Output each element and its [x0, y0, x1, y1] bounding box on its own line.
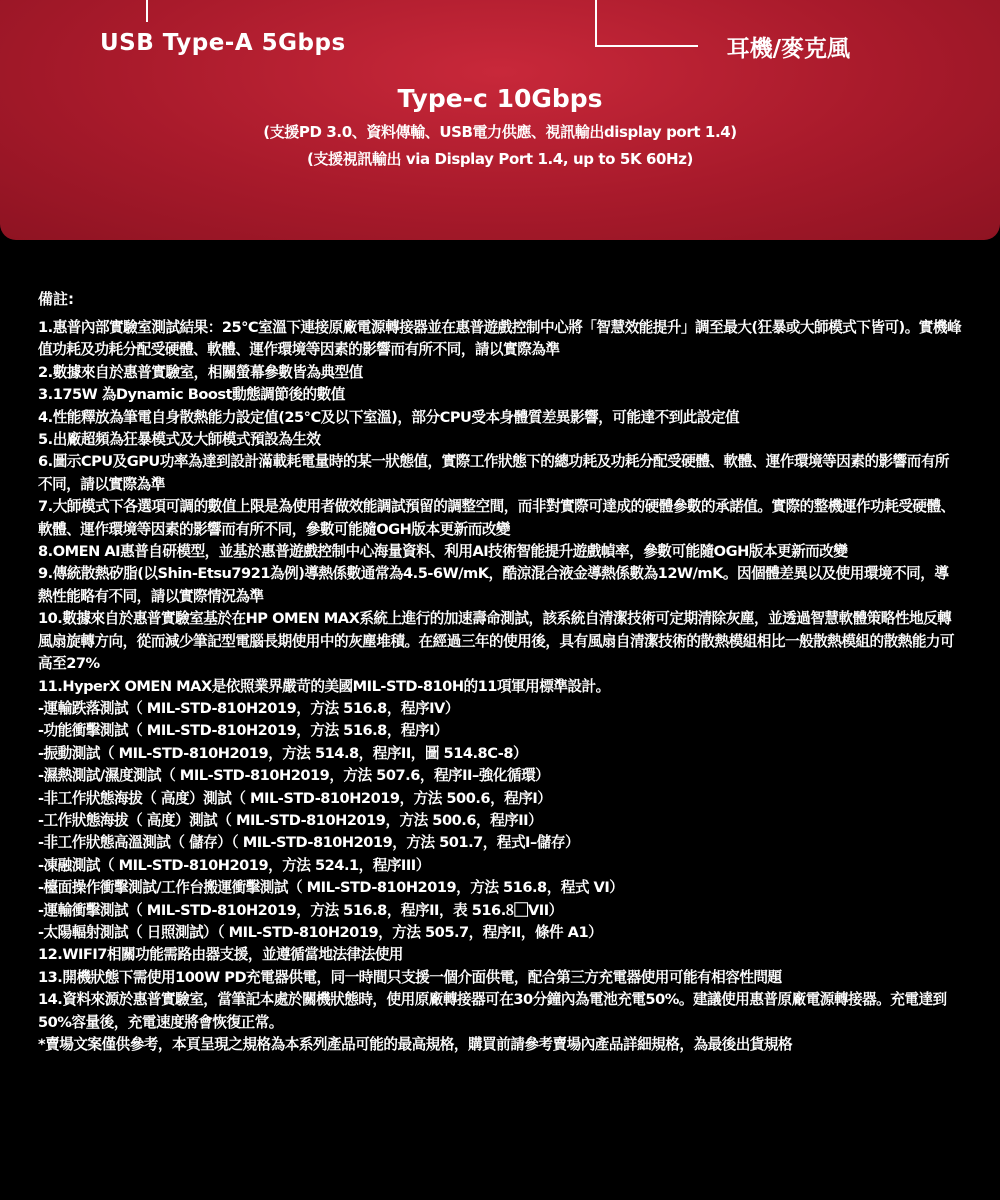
mil-test-item: -太陽輻射測試（ 日照測試）（ MIL-STD-810H2019，方法 505.7，程序II，條件 A1） [38, 923, 603, 941]
usb-a-port-label: USB Type-A 5Gbps [100, 30, 346, 56]
mil-test-item: -非工作狀態海拔（ 高度）測試（ MIL-STD-810H2019，方法 500.6，程序I） [38, 789, 552, 807]
usb-callout-line [146, 0, 148, 22]
note-item: 3.175W 為Dynamic Boost動態調節後的數值 [38, 386, 345, 404]
disclaimer-note: *賣場文案僅供參考，本頁呈現之規格為本系列產品可能的最高規格，購買前請參考賣場內產品詳細規格，為最後出貨規格 [38, 1036, 793, 1053]
note-item: 14.資料來源於惠普實驗室，當筆記本處於關機狀態時，使用原廠轉接器可在30分鐘內為電池充電50%。建議使用惠普原廠電源轉接器。充電達到50%容量後，充電速度將會恢復正常。 [38, 991, 947, 1031]
mil-test-item: -運輸衝擊測試（ MIL-STD-810H2019，方法 516.8，程序II，表 516.8⃞VII） [38, 901, 563, 919]
typec-detail-1: (支援PD 3.0、資料傳輸、USB電力供應、視訊輸出display port 1.4) [263, 123, 737, 141]
notes-section [38, 287, 962, 1056]
port-callout-panel [0, 0, 1000, 240]
notes-heading: 備註: [38, 290, 74, 308]
note-item: 5.出廠超頻為狂暴模式及大師模式預設為生效 [38, 431, 321, 449]
note-item: 12.WIFI7相關功能需路由器支援，並遵循當地法律法使用 [38, 946, 403, 964]
mil-test-item: -功能衝擊測試（ MIL-STD-810H2019，方法 516.8，程序I） [38, 722, 449, 740]
note-item: 8.OMEN AI惠普自研模型，並基於惠普遊戲控制中心海量資料、利用AI技術智能提升遊戲幀率，參數可能隨OGH版本更新而改變 [38, 543, 848, 561]
mil-test-item: -運輸跌落測試（ MIL-STD-810H2019，方法 516.8，程序IV） [38, 699, 459, 717]
typec-detail-2: (支援視訊輸出 via Display Port 1.4, up to 5K 60Hz) [306, 150, 694, 168]
typec-port-label: Type-c 10Gbps [397, 84, 603, 113]
mil-test-item: -檯面操作衝擊測試/工作台搬運衝擊測試（ MIL-STD-810H2019，方法 516.8，程式 VI） [38, 879, 624, 897]
note-item: 6.圖示CPU及GPU功率為達到設計滿載耗電量時的某一狀態值，實際工作狀態下的總功耗及功耗分配受硬體、軟體、運作環境等因素的影響而有所不同，請以實際為準 [38, 453, 950, 493]
note-item: 2.數據來自於惠普實驗室，相關螢幕參數皆為典型值 [38, 363, 363, 381]
note-item: 4.性能釋放為筆電自身散熱能力設定值(25°C及以下室溫)，部分CPU受本身體質差異影響，可能達不到此設定值 [38, 408, 740, 426]
note-item: 9.傳統散熱矽脂(以Shin-Etsu7921為例)導熱係數通常為4.5-6W/mK，酷涼混合液金導熱係數為12W/mK。因個體差異以及使用環境不同，導熱性能略有不同，請以實際情況為準 [38, 565, 949, 605]
audio-callout-line-vertical [595, 0, 597, 46]
mil-test-item: -濕熱測試/濕度測試（ MIL-STD-810H2019，方法 507.6，程序II–強化循環） [38, 767, 550, 785]
audio-callout-line-horizontal [595, 45, 698, 47]
note-item: 7.大師模式下各選項可調的數值上限是為使用者做效能調試預留的調整空間，而非對實際可達成的硬體參數的承諾值。實際的整機運作功耗受硬體、軟體、運作環境等因素的影響而有所不同，參數可能隨OGH版本更新而改變 [38, 498, 955, 538]
mil-test-item: -振動測試（ MIL-STD-810H2019，方法 514.8，程序II，圖 514.8C-8） [38, 744, 528, 762]
mil-test-item: -非工作狀態高溫測試（ 儲存）（ MIL-STD-810H2019，方法 501.7，程式I–儲存） [38, 834, 580, 852]
note-item: 1.惠普內部實驗室測試結果：25°C室溫下連接原廠電源轉接器並在惠普遊戲控制中心將「智慧效能提升」調至最大(狂暴或大師模式下皆可)。實機峰值功耗及功耗分配受硬體、軟體、運作環境等因素的影響而有所不同，請以實際為準 [38, 319, 962, 359]
note-item: 13.開機狀態下需使用100W PD充電器供電，同一時間只支援一個介面供電，配合第三方充電器使用可能有相容性問題 [38, 968, 782, 986]
mil-test-item: -工作狀態海拔（ 高度）測試（ MIL-STD-810H2019，方法 500.6，程序II） [38, 811, 543, 829]
note-item: 10.數據來自於惠普實驗室基於在HP OMEN MAX系統上進行的加速壽命測試，該系統自清潔技術可定期清除灰塵，並透過智慧軟體策略性地反轉風扇旋轉方向，從而減少筆記型電腦長期使用中的灰塵堆積。在經過三年的使用後，具有風扇自清潔技術的散熱模組相比一般散熱模組的散熱能力可高至27% [38, 610, 955, 673]
audio-jack-label: 耳機/麥克風 [726, 36, 850, 62]
mil-test-item: -凍融測試（ MIL-STD-810H2019，方法 524.1，程序III） [38, 856, 430, 874]
note-item: 11.HyperX OMEN MAX是依照業界嚴苛的美國MIL-STD-810H的11項軍用標準設計。 [38, 677, 610, 695]
